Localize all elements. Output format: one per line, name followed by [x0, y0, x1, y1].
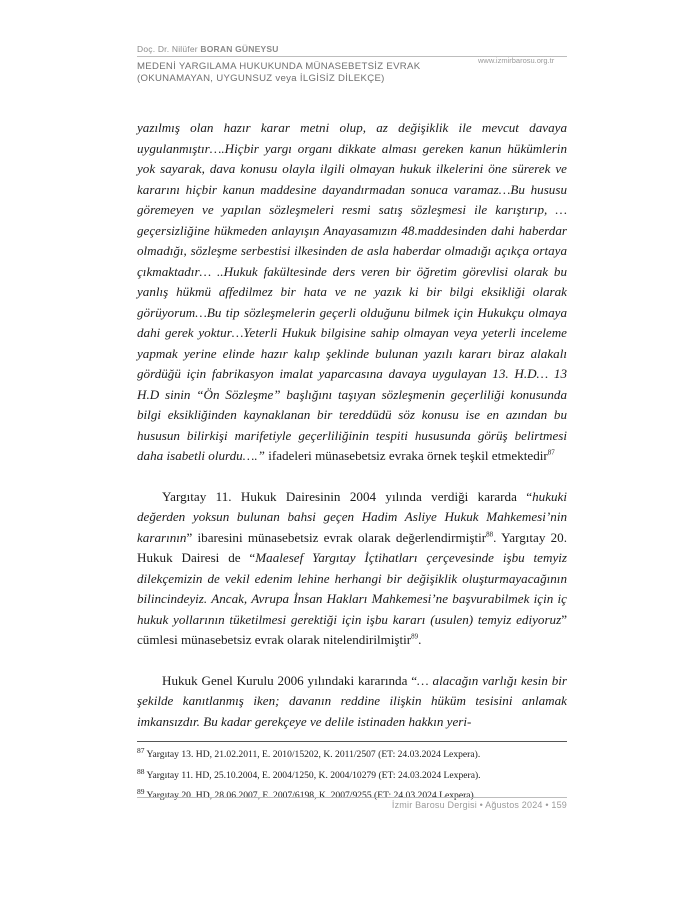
footnote-divider — [137, 741, 567, 742]
page-footer: İzmir Barosu Dergisi • Ağustos 2024 • 159 — [391, 800, 567, 810]
paragraph-1-tail: ifadeleri münasebetsiz evraka örnek teşkil etmektedir — [264, 448, 548, 463]
footnote-text: Yargıtay 11. HD, 25.10.2004, E. 2004/1250, K. 2004/10279 (ET: 24.03.2024 Lexpera). — [146, 769, 481, 781]
paragraph-3-part1: Hukuk Genel Kurulu 2006 yılındaki kararında “ — [162, 672, 418, 688]
footnote-87 — [137, 745, 567, 766]
footnote-number: 88 — [137, 766, 145, 776]
paragraph-2-part4: ” cümlesi münasebetsiz evrak olarak nitelendirilmiştir — [137, 611, 567, 647]
footnote-text: Yargıtay 13. HD, 21.02.2011, E. 2010/15202, K. 2011/2507 (ET: 24.03.2024 Lexpera). — [146, 749, 481, 760]
paragraph-3 — [137, 671, 567, 733]
footnote-ref-87[interactable]: 87 — [547, 448, 555, 457]
running-header — [137, 44, 567, 54]
author-line — [137, 44, 567, 54]
footnote-number: 87 — [137, 746, 145, 755]
paragraph-2-part1: Yargıtay 11. Hukuk Dairesinin 2004 yılında verdiği kararda “ — [162, 488, 533, 504]
paragraph-2-quote1: hukuki değerden yoksun bulunan bahsi geçen Hadim Asliye Hukuk Mahkemesi’nin kararının — [137, 488, 567, 545]
article-title-line1: MEDENİ YARGILAMA HUKUKUNDA MÜNASEBETSİZ EVRAK — [137, 61, 421, 72]
paragraph-3-quote: … alacağın varlığı kesin bir şekilde kanıtlanmış iken; davanın reddine ilişkin hüküm tesisini anlamak imkansızdır. Bu kadar gerekçeye ve delile istinaden hakkın yeri- — [137, 672, 567, 729]
paragraph-1 — [137, 118, 567, 467]
paragraph-2-part5: . — [418, 632, 422, 647]
footnote-text: Yargıtay 20. HD, 28.06.2007, E. 2007/6198, K. 2007/9255 (ET: 24.03.2024 Lexpera). — [146, 790, 477, 801]
page-footer-divider — [137, 797, 567, 798]
author-prefix: Doç. Dr. Nilüfer — [137, 44, 201, 54]
author-name: BORAN GÜNEYSU — [200, 44, 279, 54]
footnote-ref-89[interactable]: 89 — [411, 632, 419, 641]
article-body — [137, 118, 567, 732]
article-title — [137, 61, 420, 85]
footnote-ref-88[interactable]: 88 — [486, 530, 494, 539]
paragraph-1-quote: yazılmış olan hazır karar metni olup, az değişiklik ile mevcut davaya uygulanmıştır….Hiçbir yargı organı dikkate alması gereken kanun hükümlerin yok sayarak, dava konusu olayla ilgili olmayan hukuk ilkelerini öne sürerek ve kararını hiçbir kanun maddesine dayandırmadan sonuca varamaz…Bu hususu göremeyen ve yapılan sözleşmeleri resmi satış sözleşmesi ile karıştırıp, …geçersizliğine hükmeden anlayışın Anayasamızın 48.maddesinden dahi haberdar olmadığı, sözleşme serbestisi ilkesinden de asla haberdar olmadığı açıkça ortaya çıkmaktadır… ..Hukuk fakültesinde ders veren bir öğretim görevlisi olarak bu yanlış hükmü affedilmez bir hata ve ne yazık ki bir bilgi eksikliği olarak görüyorum…Bu tip sözleşmelerin geçerli olduğunu bilmek için Hukukçu olmaya dahi gerek yoktur…Yeterli Hukuk bilgisine sahip olmayan veya yeterli inceleme yapmak yerine elinde hazır kalıp şeklinde bulunan yazılı kararı biraz alakalı gördüğü için fabrikasyon imalat yaparcasına davaya uygulayan 13. H.D… 13 H.D sinin “Ön Sözleşme” başlığını taşıyan sözleşmenin geçerliliği konusunda bilgi eksikliğinden kaynaklanan bir tereddüdü söz konusu ise en azından bu hususun bilirkişi marifetiyle geçerliliğinin tespiti hususunda görüş belirtmesi daha isabetli olurdu….” — [137, 120, 567, 463]
paragraph-2 — [137, 487, 567, 651]
paragraph-2-part2: ” ibaresini münasebetsiz evrak olarak değerlendirmiştir — [186, 529, 487, 545]
footnote-number: 89 — [137, 787, 145, 796]
paragraph-2-part3: . Yargıtay 20. Hukuk Dairesi de “ — [137, 529, 567, 565]
website-link[interactable]: www.izmirbarosu.org.tr — [478, 56, 555, 65]
header-divider — [137, 56, 467, 57]
paragraph-2-quote2: Maalesef Yargıtay İçtihatları çerçevesinde işbu temyiz dilekçemizin de vekil edenim lehine herhangi bir değişiklik oluşturmayacağının bilincindeyiz. Ancak, Avrupa İnsan Hakları Mahkemesi’ne başvurabilmek için iç hukuk yollarının tüketilmesi gerektiği için işbu kararı (usulen) temyiz ediyoruz — [137, 550, 567, 627]
article-title-line2: (OKUNAMAYAN, UYGUNSUZ veya İLGİSİZ DİLEKÇE) — [137, 73, 385, 84]
footnote-88 — [137, 766, 567, 787]
